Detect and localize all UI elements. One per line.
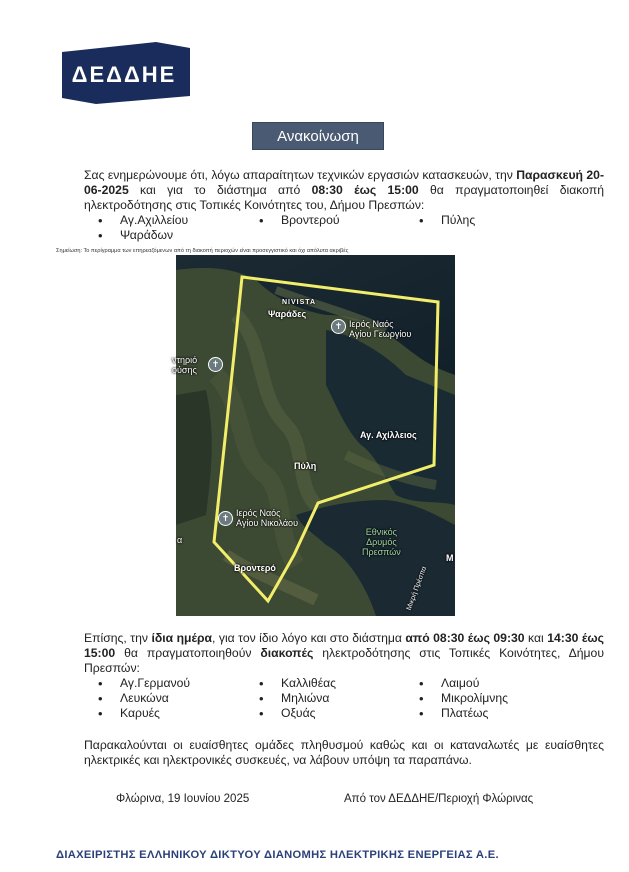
list-item: • Καρυές [120,706,160,721]
list-item: • Βροντερού [281,213,340,228]
closing-paragraph: Παρακαλούνται οι ευαίσθητες ομάδες πληθυσμού καθώς και οι καταναλωτές με ευαίσθητες ηλεκτρικές και ηλεκτρονικές συσκευές, να λάβουν υπόψη τα παραπάνω. [84,738,604,767]
second-text-4: θα πραγματοποιηθούν [115,646,261,660]
logo-shape [56,40,192,106]
list-item: • Αγ.Αχιλλείου [120,213,188,228]
map-label-nivista: NIVISTA [282,299,317,306]
map-label-edge-a: α [177,535,183,545]
announcement-title: Ανακοίνωση [252,122,384,150]
map-label-pyli: Πύλη [294,461,317,471]
second-text-1: Επίσης, την [84,631,152,645]
intro-day: Παρασκευή 20-06-2025 [84,168,605,197]
map-label-agios-achilleios: Αγ. Αχίλλειος [360,430,417,440]
church-pin-icon: ✝ [218,511,233,526]
intro-paragraph [84,168,604,213]
church-pin-icon: ✝ [331,319,346,334]
intro-text-1: Σας ενημερώνουμε ότι, λόγω απαραίτητων τεχνικών εργασιών κατασκευών, την [84,168,517,182]
second-same-day: ίδια ημέρα [151,631,212,645]
list-item: • Αγ.Γερμανού [120,676,190,691]
map-label-left-partial: ντηριό ούσης [172,355,198,375]
list-item: • Πύλης [441,213,475,228]
second-text-3: και [524,631,548,645]
map-note: Σημείωση: Το περίγραμμα των επηρεαζόμενων από τη διακοπή περιοχών είναι προσεγγιστικό και όχι απόλυτα ακριβές [56,248,349,254]
list-item: • Μηλιώνα [281,691,329,706]
second-paragraph [84,631,604,676]
list-item: • Οξυάς [281,706,316,721]
footer-from: Από τον ΔΕΔΔΗΕ/Περιοχή Φλώρινας [344,793,534,805]
outage-map [172,255,455,616]
map-label-edge-m: Μ [446,553,454,563]
list-item: • Πλατέως [441,706,488,721]
second-time-2: 14:30 έως 15:00 [84,631,604,660]
list-item: • Λαιμού [441,676,479,691]
second-text-2: , για τον ίδιο λόγο και στο διάστημα [212,631,406,645]
map-label-mikri-prespa: Μικρή Πρέσπα [405,565,429,612]
list-item: • Λευκώνα [120,691,169,706]
intro-text-3: θα πραγματοποιηθεί διακοπή ηλεκτροδότησης στις Τοπικές Κοινότητες του, Δήμου Πρεσπών: [84,183,604,212]
company-name: ΔΙΑΧΕΙΡΙΣΤΗΣ ΕΛΛΗΝΙΚΟΥ ΔΙΚΤΥΟΥ ΔΙΑΝΟΜΗΣ ΗΛΕΚΤΡΙΚΗΣ ΕΝΕΡΓΕΙΑΣ Α.Ε. [56,849,499,861]
map-label-psarades: Ψαράδες [268,309,307,319]
map-label-vrontero: Βροντερό [234,563,276,573]
footer-place-date: Φλώρινα, 19 Ιουνίου 2025 [116,793,250,805]
map-label-national-park: Εθνικός Δρυμός Πρεσπών [362,527,401,557]
list-item: • Καλλιθέας [281,676,336,691]
second-cuts: διακοπές [260,646,314,660]
intro-text-2: και για το διάστημα από [128,183,312,197]
second-text-5: ηλεκτροδότησης στις Τοπικές Κοινότητες, Δήμου Πρεσπών: [84,646,604,675]
list-item: • Μικρολίμνης [441,691,508,706]
second-time-1: από 08:30 έως 09:30 [405,631,525,645]
map-label-church-georgios: Ιερός Ναός Αγίου Γεωργίου [349,319,412,339]
logo-text: ΔΕΔΔΗΕ [71,62,177,87]
logo [56,40,192,106]
intro-time: 08:30 έως 15:00 [311,183,419,197]
list-item: • Ψαράδων [120,228,173,243]
church-pin-icon: ✝ [208,357,223,372]
map-label-church-nikolaos: Ιερός Ναός Αγίου Νικολάου [236,508,298,528]
